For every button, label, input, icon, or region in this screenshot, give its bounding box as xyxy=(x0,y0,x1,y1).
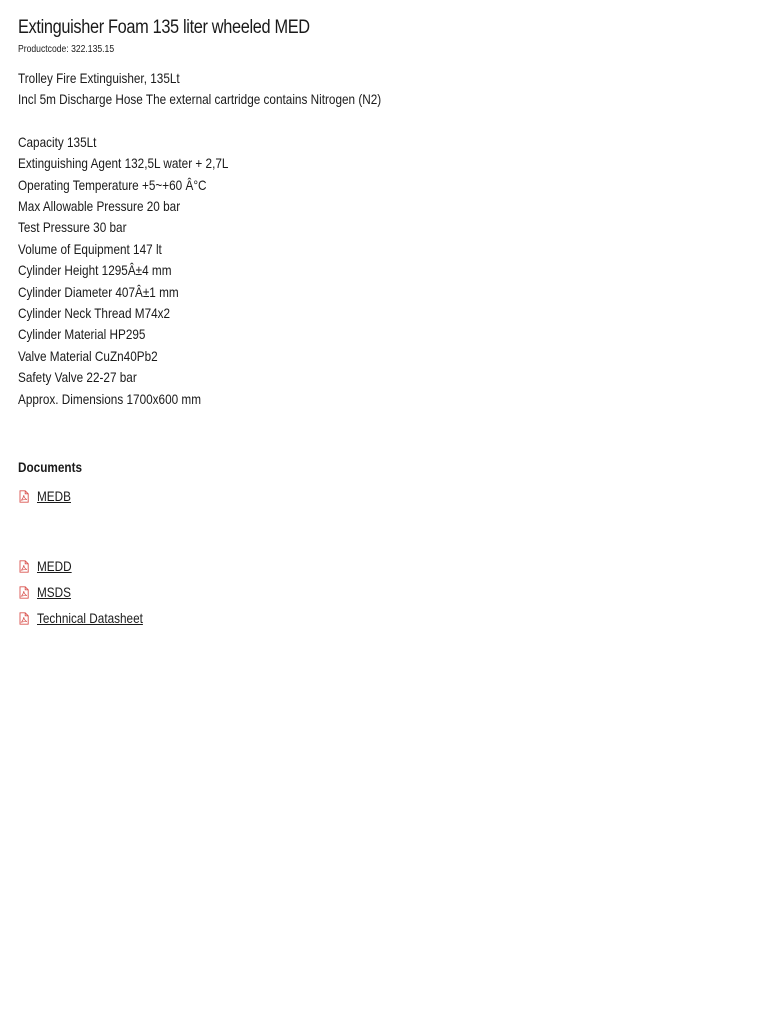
intro-line: Incl 5m Discharge Hose The external cartridge contains Nitrogen (N2) xyxy=(18,91,382,108)
spec-line: Valve Material CuZn40Pb2 xyxy=(18,347,158,364)
spec-line: Cylinder Height 1295Â±4 mm xyxy=(18,262,172,279)
document-item-medd[interactable] xyxy=(18,553,750,579)
document-link-medd[interactable]: MEDD xyxy=(37,558,72,575)
spec-line: Approx. Dimensions 1700x600 mm xyxy=(18,390,202,407)
spec-line: Test Pressure 30 bar xyxy=(18,219,127,236)
documents-section xyxy=(18,457,750,631)
spec-line: Cylinder Material HP295 xyxy=(18,326,146,343)
pdf-file-icon xyxy=(18,586,30,599)
product-intro xyxy=(18,68,750,111)
spec-line: Cylinder Neck Thread M74x2 xyxy=(18,305,171,322)
spec-line: Operating Temperature +5~+60 Â°C xyxy=(18,176,207,193)
document-item-technical-datasheet[interactable] xyxy=(18,605,750,631)
spec-line: Safety Valve 22-27 bar xyxy=(18,369,137,386)
spec-line: Capacity 135Lt xyxy=(18,133,97,150)
pdf-file-icon xyxy=(18,612,30,625)
spec-list xyxy=(18,132,750,410)
document-item-msds[interactable] xyxy=(18,579,750,605)
product-title: Extinguisher Foam 135 liter wheeled MED xyxy=(18,17,310,38)
spec-line: Max Allowable Pressure 20 bar xyxy=(18,198,181,215)
product-code: Productcode: 322.135.15 xyxy=(18,44,115,55)
document-link-technical-datasheet[interactable]: Technical Datasheet xyxy=(37,610,143,627)
document-item-medb[interactable] xyxy=(18,483,750,509)
pdf-file-icon xyxy=(18,560,30,573)
pdf-file-icon xyxy=(18,490,30,503)
document-link-medb[interactable]: MEDB xyxy=(37,488,71,505)
spec-line: Cylinder Diameter 407Â±1 mm xyxy=(18,283,179,300)
document-link-msds[interactable]: MSDS xyxy=(37,584,71,601)
spec-line: Extinguishing Agent 132,5L water + 2,7L xyxy=(18,155,229,172)
intro-line: Trolley Fire Extinguisher, 135Lt xyxy=(18,70,180,86)
document-list xyxy=(18,483,750,631)
spec-line: Volume of Equipment 147 lt xyxy=(18,240,162,257)
documents-heading: Documents xyxy=(18,459,83,476)
